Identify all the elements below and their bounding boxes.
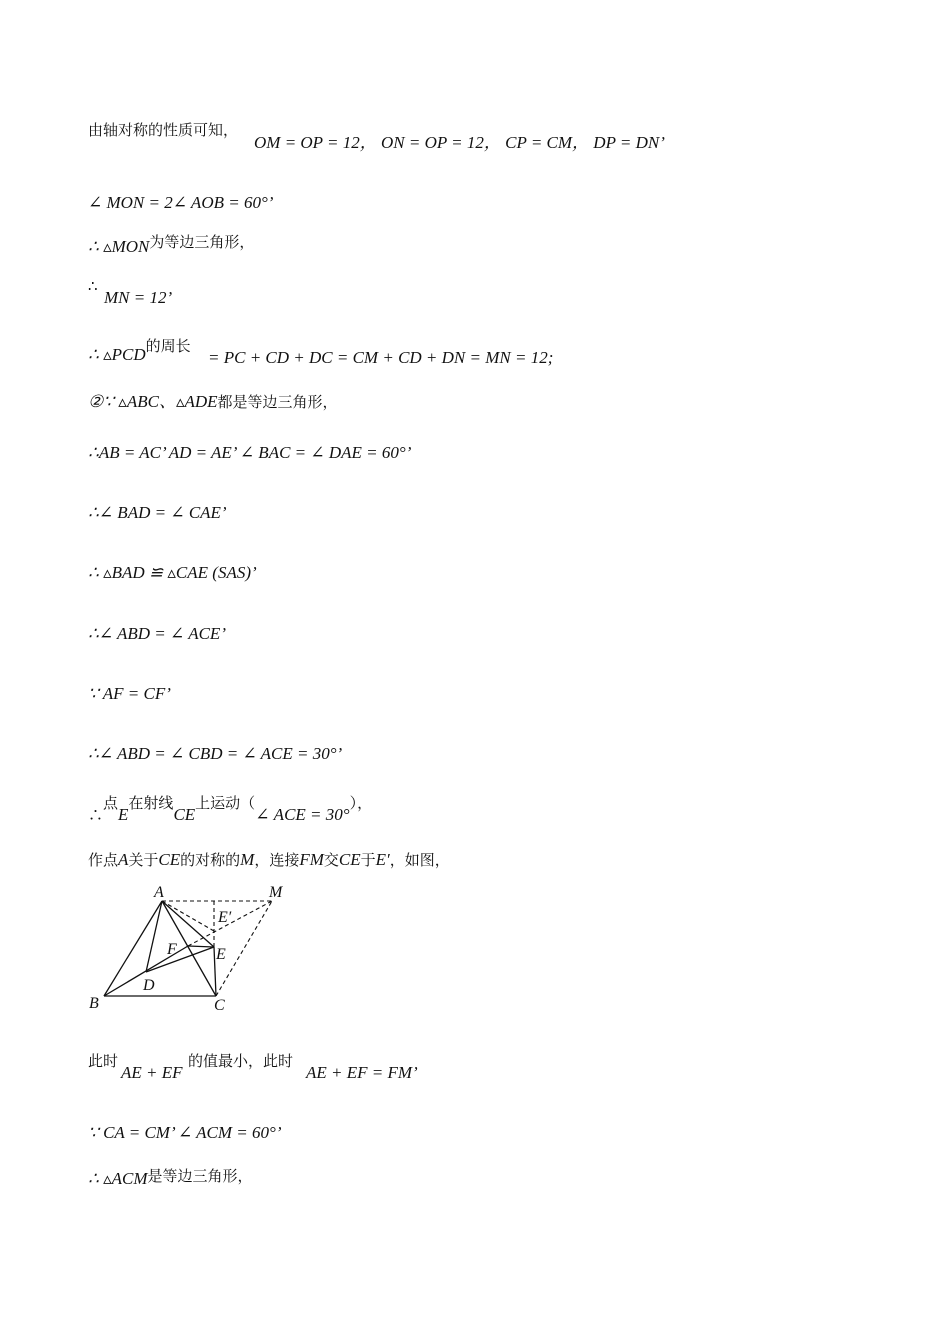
label-f: F [167,941,177,958]
text: 作点 [88,851,119,869]
geometry-figure [86,880,306,1015]
math: ∵ CA = CM’ ∠ ACM = 60°’ [88,1123,282,1142]
text: 都是等边三角形， [217,393,338,411]
label-e-prime: E′ [218,909,232,926]
math-line [306,1063,418,1083]
math: ∴ ▵PCD [88,345,146,364]
math: A [118,850,129,869]
math: ∠ ACE = 30° [255,805,350,824]
math-line [208,348,553,368]
text: 的对称的 [180,851,241,869]
math-line [88,684,171,704]
text: ，连接 [254,851,300,869]
math: ∴∠ ABD = ∠ ACE’ [88,624,226,643]
text-line [88,233,255,257]
text-line [88,337,191,365]
math-line [88,503,227,523]
text: ）， [349,794,373,812]
math-line [88,744,342,764]
label-d: D [143,977,155,994]
math-line [88,443,411,463]
segment-ad [146,901,162,972]
math: FM [299,850,324,869]
label-b: B [89,995,99,1012]
text: 此时 [88,1052,119,1070]
math: AE + EF [121,1063,183,1082]
math: ∵ AF = CF’ [88,684,171,703]
math: ∴∠ ABD = ∠ CBD = ∠ ACE = 30°’ [88,744,343,763]
math: = PC + CD + DC = CM + CD + DN = MN = 12; [208,348,554,367]
math-line [104,288,172,308]
math: OM = OP = 12， ON = OP = 12， CP = CM， DP = DN’ [254,133,665,152]
text: 交 [323,851,339,869]
text: 点 [103,794,119,812]
segment-fe [188,946,214,947]
text: 在射线 [128,794,174,812]
text: 于 [360,851,376,869]
math: ∴AB = AC’ AD = AE’ ∠ BAC = ∠ DAE = 60°’ [88,443,412,462]
text: ，如图， [389,851,450,869]
therefore-symbol: ∴ [88,277,98,295]
text: 是等边三角形， [147,1167,253,1185]
math: E′ [375,850,390,869]
math: CE [158,850,181,869]
text-line [88,276,98,296]
math: ∠ MON = 2∠ AOB = 60°’ [88,193,274,212]
label-m: M [269,884,283,901]
text: 为等边三角形， [149,233,255,251]
math-line [254,133,665,153]
text: 由轴对称的性质可知， [88,121,239,139]
math: ∴ ▵ACM [88,1169,148,1188]
math-line [121,1063,183,1083]
label-c: C [214,997,225,1014]
math: M [240,850,255,869]
text-line [188,1051,293,1071]
text: 的周长 [145,337,191,355]
math: ②∵ ▵ABC、▵ADE [88,392,218,411]
math-line [88,624,226,644]
text-line [88,1169,253,1189]
math: ∴ ▵BAD ≌ ▵CAE (SAS)’ [88,563,257,582]
label-a: A [154,884,164,901]
math: CE [173,805,196,824]
text-line [88,793,373,824]
text-line [88,1051,118,1071]
text: 的值最小，此时 [188,1052,294,1070]
math: AE + EF = FM’ [306,1063,418,1082]
text-line [88,392,338,412]
math: E [118,805,129,824]
math-line [88,1123,281,1143]
math: ∴∠ BAD = ∠ CAE’ [88,503,227,522]
math: CE [338,850,361,869]
text: 上运动（ [195,794,256,812]
text: 关于 [128,851,159,869]
math: MN = 12’ [104,288,173,307]
text-line [88,120,238,140]
text-line [88,850,450,870]
therefore-symbol: ∴ [88,806,104,824]
math: ∴ ▵MON [88,237,150,256]
math-line [88,563,257,583]
label-e: E [216,946,226,963]
math-line [88,193,273,213]
